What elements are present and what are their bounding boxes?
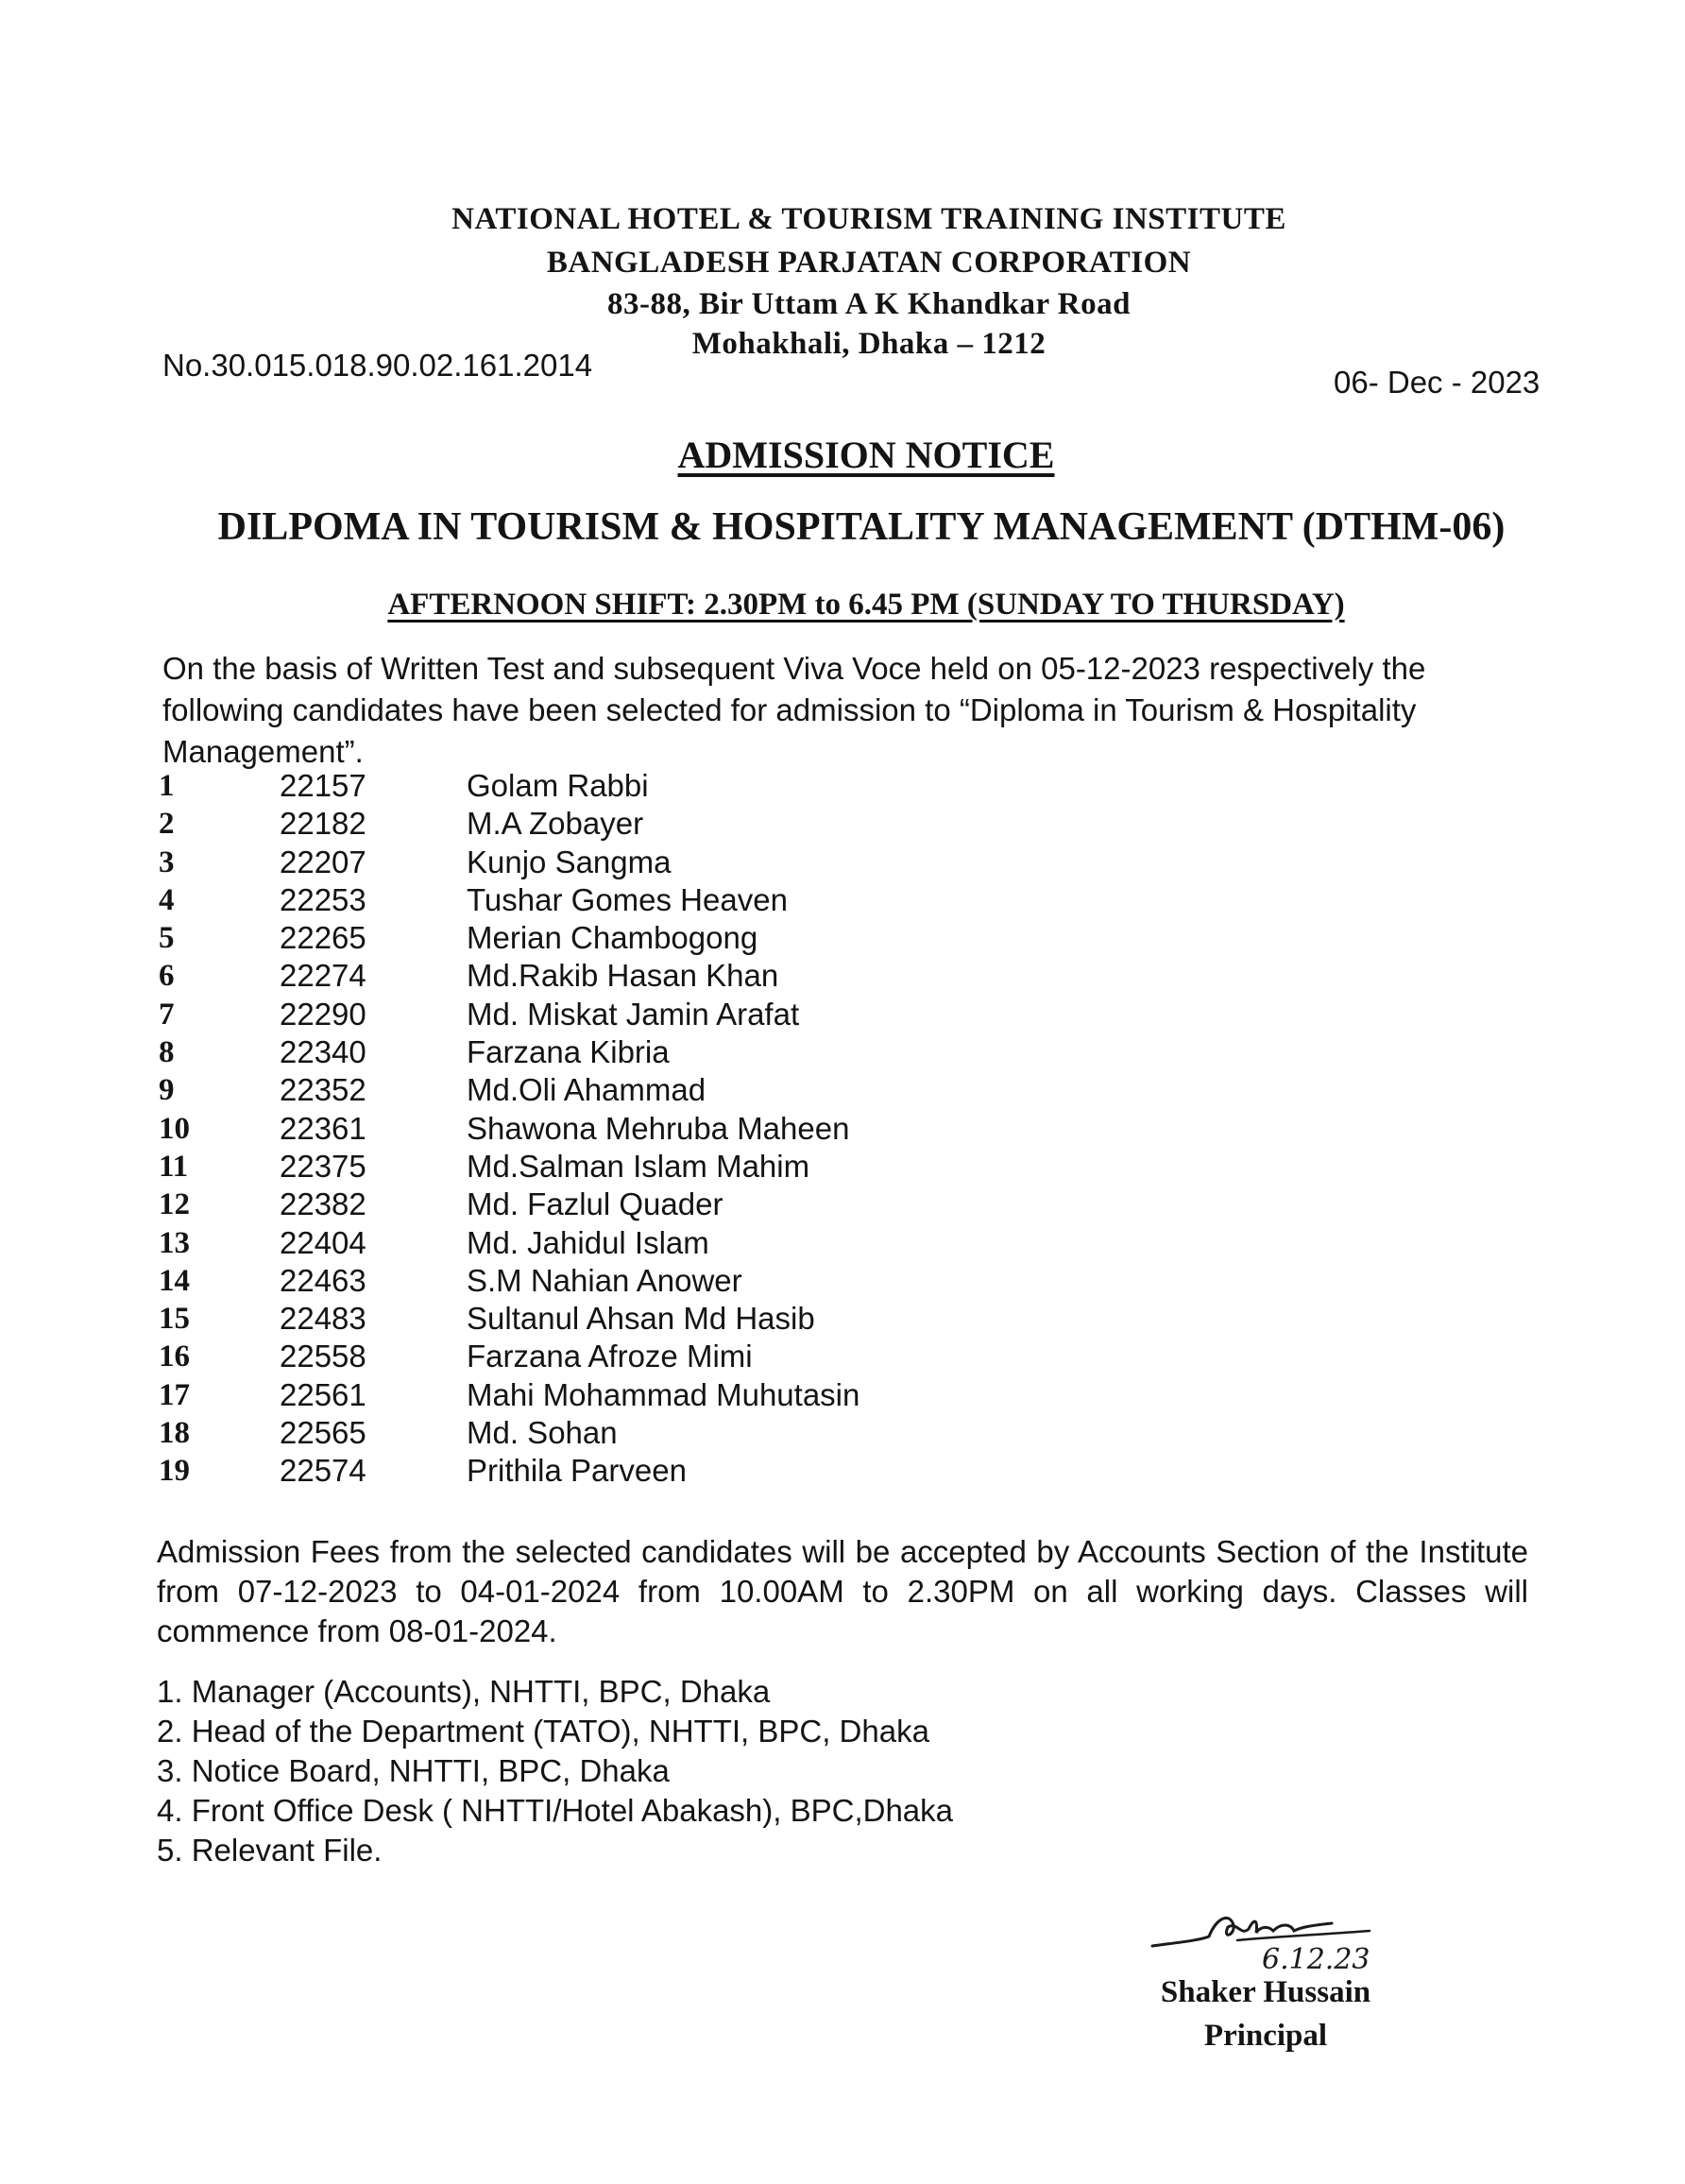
roll-number: 22375 [280, 1148, 366, 1184]
signatory-designation: Principal [1203, 2019, 1328, 2053]
candidate-name: M.A Zobayer [467, 806, 644, 842]
serial-number: 3 [159, 845, 175, 879]
candidate-name: Sultanul Ahsan Md Hasib [467, 1301, 815, 1337]
candidate-list [159, 767, 1009, 1491]
candidate-row [159, 1110, 1009, 1148]
copy-distribution-list [157, 1672, 953, 1870]
serial-number: 19 [159, 1454, 190, 1489]
serial-number: 5 [159, 921, 175, 956]
serial-number: 10 [159, 1111, 190, 1146]
copy-recipient: 1. Manager (Accounts), NHTTI, BPC, Dhaka [157, 1674, 771, 1709]
candidate-row [159, 1033, 1009, 1071]
roll-number: 22265 [280, 920, 366, 956]
serial-number: 16 [159, 1339, 190, 1374]
candidate-name: Md.Salman Islam Mahim [467, 1148, 810, 1184]
candidate-name: Shawona Mehruba Maheen [467, 1110, 850, 1146]
candidate-row [159, 1300, 1009, 1338]
roll-number: 22207 [280, 844, 366, 879]
address-line: 83-88, Bir Uttam A K Khandkar Road [607, 287, 1131, 321]
candidate-name: Tushar Gomes Heaven [467, 881, 788, 917]
notice-date: 06- Dec - 2023 [1334, 365, 1540, 400]
roll-number: 22565 [280, 1415, 366, 1451]
roll-number: 22463 [280, 1262, 366, 1298]
candidate-row [159, 1338, 1009, 1375]
copy-recipient: 5. Relevant File. [157, 1833, 383, 1868]
serial-number: 14 [159, 1263, 190, 1298]
roll-number: 22574 [280, 1453, 366, 1489]
candidate-name: Farzana Kibria [467, 1034, 670, 1070]
serial-number: 11 [159, 1149, 189, 1184]
serial-number: 4 [159, 882, 175, 917]
roll-number: 22274 [280, 958, 366, 994]
candidate-row [159, 1452, 1009, 1490]
serial-number: 2 [159, 807, 175, 842]
candidate-name: Md. Miskat Jamin Arafat [467, 996, 800, 1032]
roll-number: 22361 [280, 1110, 366, 1146]
candidate-name: Md.Rakib Hasan Khan [467, 958, 779, 994]
candidate-row [159, 1148, 1009, 1186]
candidate-row [159, 957, 1009, 995]
candidate-name: Golam Rabbi [467, 768, 649, 803]
serial-number: 13 [159, 1225, 190, 1260]
candidate-row [159, 1224, 1009, 1262]
candidate-name: Merian Chambogong [467, 920, 758, 956]
candidate-row [159, 996, 1009, 1033]
serial-number: 12 [159, 1187, 190, 1222]
roll-number: 22404 [280, 1224, 366, 1260]
serial-number: 15 [159, 1302, 190, 1337]
serial-number: 7 [159, 997, 175, 1032]
serial-number: 9 [159, 1073, 175, 1108]
candidate-row [159, 919, 1009, 957]
candidate-name: S.M Nahian Anower [467, 1262, 742, 1298]
candidate-name: Md. Jahidul Islam [467, 1224, 709, 1260]
copy-recipient: 2. Head of the Department (TATO), NHTTI, BPC, Dhaka [157, 1714, 929, 1749]
candidate-name: Md. Fazlul Quader [467, 1186, 723, 1222]
corporation-name: BANGLADESH PARJATAN CORPORATION [546, 246, 1192, 280]
candidate-row [159, 1071, 1009, 1109]
candidate-name: Prithila Parveen [467, 1453, 687, 1489]
reference-number: No.30.015.018.90.02.161.2014 [162, 348, 593, 383]
intro-paragraph: On the basis of Written Test and subsequent Viva Voce held on 05-12-2023 respectively the following candidates have been selected for admission to “Diploma in Tourism & Hospitality Management”. [162, 651, 1426, 769]
roll-number: 22290 [280, 996, 366, 1032]
candidate-row [159, 767, 1009, 805]
serial-number: 18 [159, 1416, 190, 1451]
serial-number: 8 [159, 1035, 175, 1070]
serial-number: 1 [159, 769, 175, 803]
program-title: DILPOMA IN TOURISM & HOSPITALITY MANAGEMENT (DTHM-06) [217, 505, 1506, 549]
copy-recipient: 3. Notice Board, NHTTI, BPC, Dhaka [157, 1753, 670, 1788]
roll-number: 22340 [280, 1034, 366, 1070]
roll-number: 22352 [280, 1072, 366, 1108]
candidate-name: Md. Sohan [467, 1415, 618, 1451]
candidate-name: Md.Oli Ahammad [467, 1072, 706, 1108]
candidate-name: Farzana Afroze Mimi [467, 1339, 753, 1374]
city-line: Mohakhali, Dhaka – 1212 [691, 327, 1047, 361]
signatory-block [1115, 1971, 1417, 2057]
notice-title: ADMISSION NOTICE [677, 434, 1055, 476]
roll-number: 22483 [280, 1301, 366, 1337]
candidate-row [159, 1414, 1009, 1452]
serial-number: 6 [159, 959, 175, 994]
copy-recipient: 4. Front Office Desk ( NHTTI/Hotel Abakash), BPC,Dhaka [157, 1793, 954, 1828]
roll-number: 22382 [280, 1186, 366, 1222]
roll-number: 22558 [280, 1339, 366, 1374]
institute-name: NATIONAL HOTEL & TOURISM TRAINING INSTITUTE [451, 202, 1286, 236]
serial-number: 17 [159, 1377, 190, 1412]
candidate-row [159, 805, 1009, 843]
candidate-name: Mahi Mohammad Muhutasin [467, 1376, 860, 1412]
roll-number: 22157 [280, 768, 366, 803]
candidate-row [159, 881, 1009, 919]
signature-date: 6.12.23 [1262, 1943, 1370, 1974]
roll-number: 22561 [280, 1376, 366, 1412]
roll-number: 22182 [280, 806, 366, 842]
roll-number: 22253 [280, 881, 366, 917]
candidate-row [159, 1186, 1009, 1223]
candidate-row [159, 1376, 1009, 1414]
candidate-name: Kunjo Sangma [467, 844, 672, 879]
fees-paragraph: Admission Fees from the selected candidates will be accepted by Accounts Section of the Institute from 07-12-2023 to 04-01-2024 from 10.00AM to 2.30PM on all working days. Classes will commence from 08-01-2024. [157, 1534, 1528, 1648]
principal-signature [1143, 1899, 1388, 1974]
candidate-row [159, 1262, 1009, 1300]
candidate-row [159, 844, 1009, 881]
shift-info: AFTERNOON SHIFT: 2.30PM to 6.45 PM (SUNDAY TO THURSDAY) [387, 588, 1345, 622]
signatory-name: Shaker Hussain [1160, 1975, 1371, 2009]
